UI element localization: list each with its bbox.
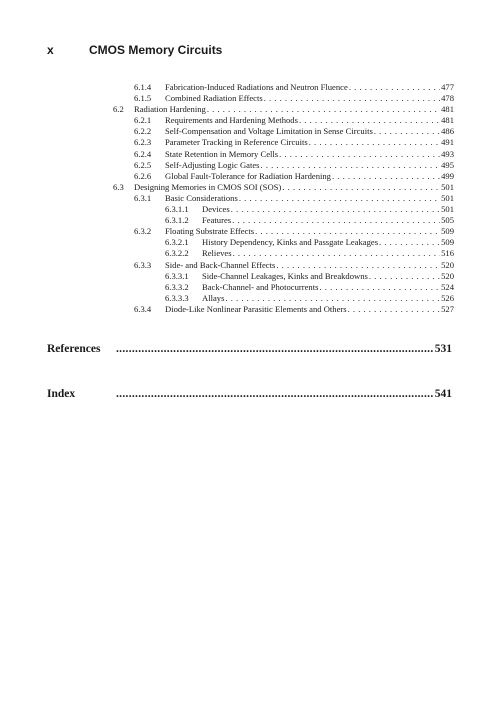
toc-entry-body <box>165 137 454 148</box>
toc-entry[interactable] <box>0 171 499 182</box>
toc-entry[interactable] <box>0 137 499 148</box>
toc-entry-number: 6.3.1.1 <box>165 204 189 215</box>
toc-entry-number: 6.2.1 <box>134 115 152 126</box>
leader-dots <box>332 171 440 182</box>
leader-dots <box>264 93 440 104</box>
toc-entry-number: 6.2.3 <box>134 137 152 148</box>
toc-entry-page: 477 <box>441 82 454 92</box>
toc-entry-page: 495 <box>441 159 454 170</box>
toc-entry[interactable] <box>0 215 499 226</box>
toc-entry-body <box>165 160 454 171</box>
toc-entry[interactable] <box>0 226 499 237</box>
toc-entry-page: 478 <box>441 93 454 104</box>
toc-entry-page: 493 <box>441 148 454 159</box>
running-header <box>47 43 222 57</box>
toc-entry-title: Diode-Like Nonlinear Parasitic Elements and Others <box>165 303 347 314</box>
toc-entry-page: 491 <box>441 137 454 148</box>
toc-entry-page: 526 <box>441 292 454 303</box>
toc-entry-page: 501 <box>441 181 454 192</box>
leader-dots <box>299 115 440 126</box>
toc-entry-number: 6.3.3.2 <box>165 281 189 292</box>
toc-entry-page: 499 <box>441 170 454 181</box>
toc-entry-title: Basic Considerations <box>165 192 238 203</box>
toc-entry[interactable] <box>0 126 499 137</box>
leader-dots <box>239 193 440 204</box>
toc-entry[interactable] <box>0 104 499 115</box>
toc-entry[interactable] <box>0 248 499 259</box>
leader-dots <box>374 126 440 137</box>
toc-entry[interactable] <box>0 260 499 271</box>
toc-entry-number: 6.3.1.2 <box>165 215 189 226</box>
toc-entry-page: 509 <box>441 237 454 248</box>
toc-entry-body <box>202 204 454 215</box>
leader-dots <box>319 282 440 293</box>
toc-entry[interactable] <box>0 93 499 104</box>
toc-entry[interactable] <box>0 237 499 248</box>
toc-entry-page: 516 <box>441 248 454 259</box>
toc-entry-page: 520 <box>441 259 454 270</box>
toc-entry-title: Requirements and Hardening Methods <box>165 115 298 126</box>
toc-entry[interactable] <box>0 304 499 315</box>
toc-entry-number: 6.1.4 <box>134 82 152 92</box>
leader-dots <box>232 215 440 226</box>
toc-entry-body <box>202 248 454 259</box>
toc-entry[interactable] <box>0 160 499 171</box>
toc-entry-body <box>165 82 454 93</box>
toc-entry-title: Relieves <box>202 248 232 259</box>
leader-dots <box>276 260 440 271</box>
toc-entry-page: 520 <box>441 270 454 281</box>
toc-entry-number: 6.2.2 <box>134 126 152 137</box>
toc-entry-body <box>202 215 454 226</box>
toc-entry-page: 486 <box>441 126 454 137</box>
toc-entry-title: Fabrication-Induced Radiations and Neutron Fluence <box>165 82 348 92</box>
toc-entry-title: Index <box>47 388 76 400</box>
toc-entry-number: 6.2.5 <box>134 159 152 170</box>
toc-entry[interactable] <box>0 282 499 293</box>
leader-dots <box>225 293 440 304</box>
toc-entry-number: 6.2.4 <box>134 148 152 159</box>
toc-entry-page: 531 <box>434 343 452 355</box>
toc-entry-page: 541 <box>434 388 452 400</box>
toc-entry-body <box>165 260 454 271</box>
toc-entry-page: 524 <box>441 281 454 292</box>
leader-dots <box>282 182 440 193</box>
toc-entry-title: Combined Radiation Effects <box>165 93 263 104</box>
leader-dots <box>279 149 440 160</box>
toc-entry-number: 6.3.3 <box>134 259 152 270</box>
toc-entry-body <box>165 171 454 182</box>
toc-entry-title: References <box>47 343 101 355</box>
toc-entry-title: Back-Channel- and Photocurrents <box>202 281 319 292</box>
toc-entry-body <box>202 271 454 282</box>
toc-entry-body <box>165 93 454 104</box>
leader-dots <box>369 271 440 282</box>
toc-entry[interactable] <box>0 115 499 126</box>
toc-entry-body <box>134 182 454 193</box>
toc-entry[interactable] <box>0 271 499 282</box>
toc-entry-body <box>202 293 454 304</box>
table-of-contents <box>0 82 499 315</box>
toc-entry[interactable] <box>0 149 499 160</box>
toc-entry-number: 6.3.1 <box>134 192 152 203</box>
toc-entry-title: State Retention in Memory Cells <box>165 148 279 159</box>
leader-dots <box>348 304 441 315</box>
leader-dots <box>379 237 440 248</box>
toc-entry-title: Devices <box>202 204 230 215</box>
toc-entry-number: 6.3.2.1 <box>165 237 189 248</box>
toc-entry-body <box>165 193 454 204</box>
toc-entry-body <box>202 237 454 248</box>
toc-entry[interactable] <box>0 293 499 304</box>
leader-dots <box>261 160 441 171</box>
toc-entry-page: 509 <box>441 226 454 237</box>
leader-dots <box>231 204 440 215</box>
leader-dots <box>255 226 440 237</box>
leader-dots <box>116 343 434 355</box>
toc-entry-title: Features <box>202 215 232 226</box>
toc-entry-body <box>165 149 454 160</box>
toc-entry-number: 6.2 <box>113 104 124 115</box>
toc-entry-page: 501 <box>441 204 454 215</box>
leader-dots <box>233 248 441 259</box>
leader-dots <box>207 104 440 115</box>
toc-entry-title: Radiation Hardening <box>134 104 206 115</box>
toc-entry-number: 6.3.3.3 <box>165 292 189 303</box>
toc-entry-title: Self-Adjusting Logic Gates <box>165 159 260 170</box>
toc-entry-number: 6.2.6 <box>134 170 152 181</box>
toc-entry-page: 527 <box>441 303 454 314</box>
running-title: CMOS Memory Circuits <box>89 43 223 57</box>
toc-entry-body <box>165 126 454 137</box>
toc-entry[interactable] <box>0 193 499 204</box>
toc-entry-number: 6.1.5 <box>134 93 152 104</box>
toc-entry-body <box>202 282 454 293</box>
toc-entry-title: Floating Substrate Effects <box>165 226 255 237</box>
toc-entry-body <box>134 104 454 115</box>
page-number: x <box>47 43 54 57</box>
toc-entry-title: Designing Memories in CMOS SOI (SOS) <box>134 181 282 192</box>
toc-entry[interactable] <box>0 82 499 93</box>
toc-entry-page: 501 <box>441 192 454 203</box>
toc-entry-title: Parameter Tracking in Reference Circuits <box>165 137 308 148</box>
toc-entry-references[interactable] <box>47 343 452 355</box>
toc-entry-title: Allays <box>202 292 225 303</box>
toc-entry-index[interactable] <box>47 388 452 400</box>
toc-entry-title: Side-Channel Leakages, Kinks and Breakdowns <box>202 270 368 281</box>
toc-entry-body <box>165 115 454 126</box>
toc-entry-page: 481 <box>441 104 454 115</box>
toc-entry-title: Global Fault-Tolerance for Radiation Hardening <box>165 170 331 181</box>
leader-dots <box>309 137 440 148</box>
toc-entry[interactable] <box>0 204 499 215</box>
toc-entry-number: 6.3 <box>113 181 124 192</box>
toc-entry-number: 6.3.3.1 <box>165 270 189 281</box>
toc-entry-number: 6.3.2.2 <box>165 248 189 259</box>
toc-entry-page: 505 <box>441 215 454 226</box>
toc-entry-title: Side- and Back-Channel Effects <box>165 259 276 270</box>
toc-entry[interactable] <box>0 182 499 193</box>
leader-dots <box>349 82 440 93</box>
toc-entry-body <box>165 304 454 315</box>
toc-entry-title: History Dependency, Kinks and Passgate Leakages <box>202 237 379 248</box>
toc-entry-number: 6.3.4 <box>134 303 152 314</box>
toc-entry-number: 6.3.2 <box>134 226 152 237</box>
toc-entry-body <box>165 226 454 237</box>
leader-dots <box>116 388 434 400</box>
toc-entry-page: 481 <box>441 115 454 126</box>
toc-entry-title: Self-Compensation and Voltage Limitation in Sense Circuits <box>165 126 373 137</box>
